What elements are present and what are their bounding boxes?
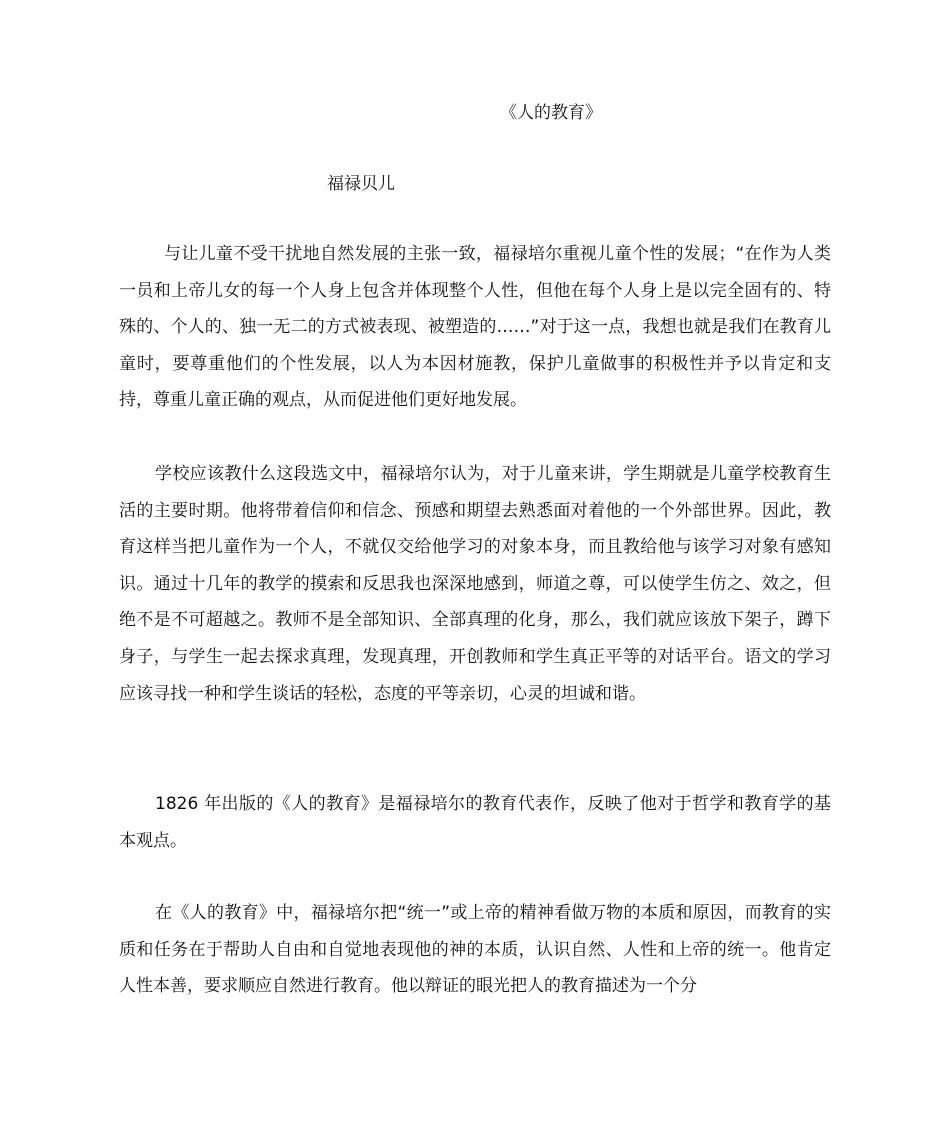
- document-author: 福禄贝儿: [327, 174, 395, 194]
- paragraph-unity: 在《人的教育》中，福禄培尔把“统一”或上帝的精神看做万物的本质和原因，而教育的实质和任务在于帮助人自由和自觉地表现他的神的本质，认识自然、人性和上帝的统一。他肯定人性本善，要求顺应自然进行教育。他以辩证的眼光把人的教育描述为一个分: [119, 903, 831, 997]
- paragraph-individuality: 与让儿童不受干扰地自然发展的主张一致，福禄培尔重视儿童个性的发展；“在作为人类一员和上帝儿女的每一个人身上包含并体现整个人性，但他在每个人身上是以完全固有的、特殊的、个人的、独一无二的方式被表现、被塑造的……”对于这一点，我想也就是我们在教育儿童时，要尊重他们的个性发展，以人为本因材施教，保护儿童做事的积极性并予以肯定和支持，尊重儿童正确的观点，从而促进他们更好地发展。: [119, 244, 831, 411]
- paragraph-school-teaching: 学校应该教什么这段选文中，福禄培尔认为，对于儿童来讲，学生期就是儿童学校教育生活的主要时期。他将带着信仰和信念、预感和期望去熟悉面对着他的一个外部世界。因此，教育这样当把儿童作为一个人，不就仅交给他学习的对象本身，而且教给他与该学习对象有感知识。通过十几年的教学的摸索和反思我也深深地感到，师道之尊，可以使学生仿之、效之，但绝不是不可超越之。教师不是全部知识、全部真理的化身，那么，我们就应该放下架子，蹲下身子，与学生一起去探求真理，发现真理，开创教师和学生真正平等的对话平台。语文的学习应该寻找一种和学生谈话的轻松，态度的平等亲切，心灵的坦诚和谐。: [119, 464, 831, 704]
- document-title: 《人的教育》: [500, 103, 602, 123]
- paragraph-publication: 1826 年出版的《人的教育》是福禄培尔的教育代表作，反映了他对于哲学和教育学的基本观点。: [119, 794, 831, 851]
